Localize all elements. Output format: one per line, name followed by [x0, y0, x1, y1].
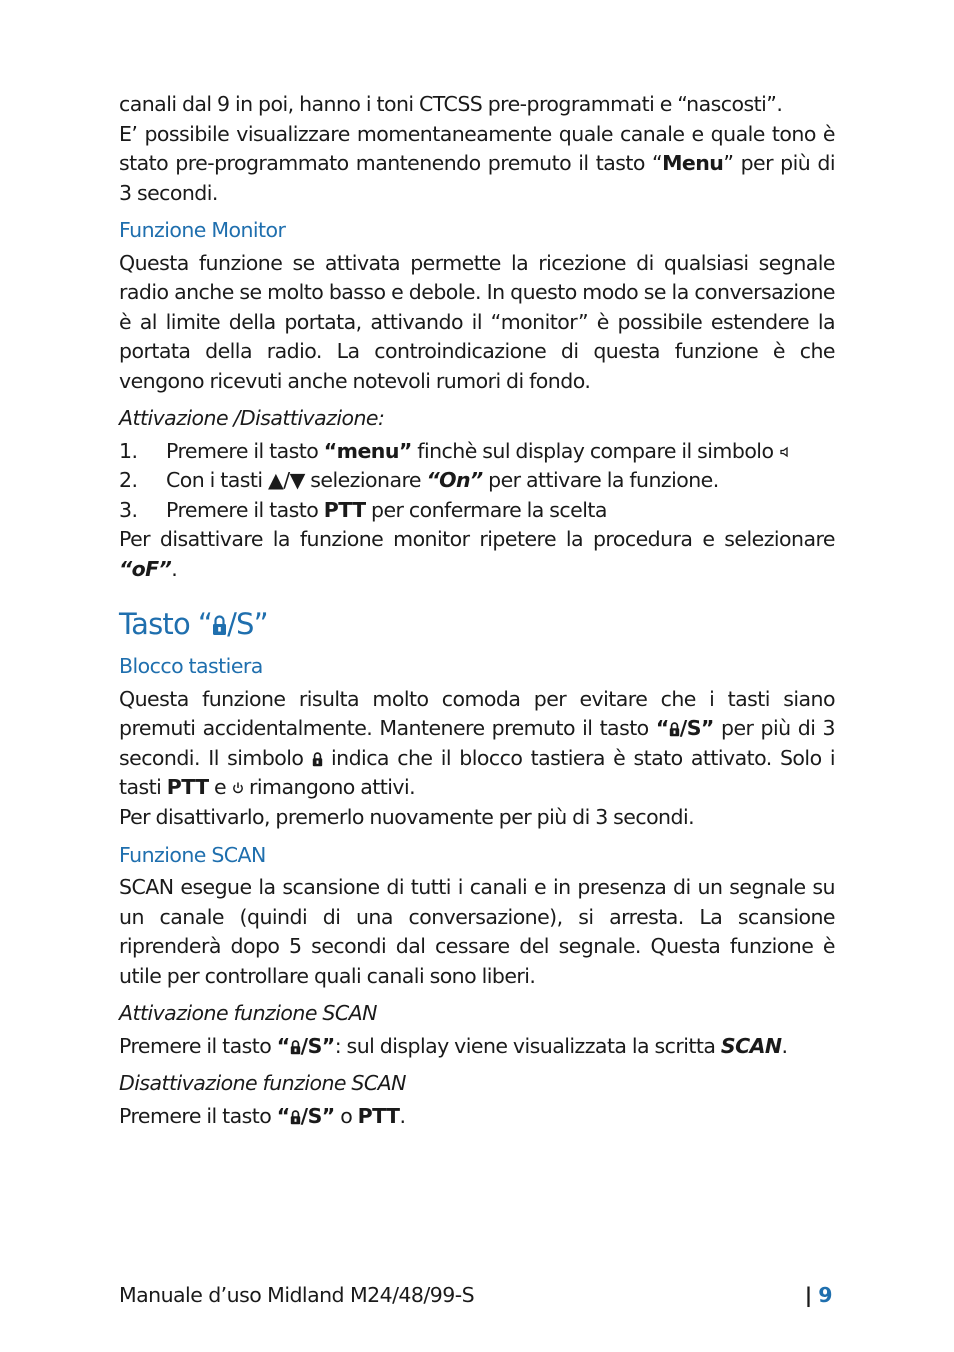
monitor-steps	[119, 437, 835, 526]
act-text-d: .	[781, 1033, 788, 1058]
menu-key-label: Menu	[662, 151, 724, 175]
scan-heading: Funzione SCAN	[119, 842, 266, 867]
section-title-tasto	[119, 604, 835, 644]
ptt-key: PTT	[166, 775, 209, 800]
step-text	[166, 437, 791, 467]
deact-text-d: .	[399, 1103, 406, 1128]
key-close: /S”	[679, 716, 714, 741]
key-close: /S”	[300, 1103, 335, 1128]
off-value: “oF”	[119, 556, 172, 581]
monitor-heading: Funzione Monitor	[119, 218, 286, 242]
blocco-heading: Blocco tastiera	[119, 654, 263, 679]
monitor-subheading: Attivazione /Disattivazione:	[119, 406, 385, 430]
scan-deactivation-text	[119, 1102, 835, 1132]
deact-text-b: o	[334, 1103, 358, 1128]
page-number-bar: |	[804, 1283, 819, 1307]
step-number: 1.	[119, 438, 138, 463]
off-text-c: .	[171, 556, 178, 581]
list-item	[119, 437, 835, 467]
blocco-text-e: rimangono attivi.	[243, 775, 416, 800]
step-text-a: Premere il tasto	[166, 497, 324, 522]
footer-manual-title: Manuale d’uso Midland M24/48/99-S	[119, 1283, 475, 1307]
step-text-a: Premere il tasto	[166, 438, 324, 463]
deact-text-a: Premere il tasto	[119, 1103, 277, 1128]
title-text-a: Tasto “	[119, 607, 213, 642]
blocco-text-c: indica che il blocco tastiera è stato attivato. Solo i tasti	[119, 745, 835, 800]
off-text-a: Per disattivare la funzione monitor ripetere la procedura e selezionare	[119, 527, 835, 552]
key-lock-s	[277, 1034, 335, 1058]
page-content	[119, 90, 835, 1131]
step-text-a: Con i tasti	[166, 468, 269, 493]
list-item	[119, 496, 835, 526]
step-text-c: per confermare la scelta	[365, 497, 607, 522]
step-key: “menu”	[323, 438, 412, 463]
step-key: PTT	[323, 497, 366, 522]
ptt-key: PTT	[357, 1103, 400, 1128]
intro-text-a: E’ possibile visualizzare momentaneamente quale canale e quale tono è stato pre-programmato mantenendo premuto il tasto “	[119, 121, 835, 175]
list-item	[119, 466, 835, 496]
act-text-a: Premere il tasto	[119, 1033, 277, 1058]
blocco-text-b: per più di 3 secondi. Il simbolo	[119, 716, 835, 770]
key-open: “	[276, 1033, 290, 1058]
step-number: 2.	[119, 468, 138, 493]
title-text-b: /S”	[227, 607, 268, 642]
lock-icon	[290, 1034, 301, 1050]
scan-body: SCAN esegue la scansione di tutti i canali e in presenza di un segnale su un canale (quindi di una conversazione), si arresta. La scansione riprenderà dopo 5 secondi dal cessare del segnale. Questa funzione è utile per controllare quali canali sono liberi.	[119, 875, 835, 988]
key-open: “	[655, 716, 669, 741]
step-text-c: selezionare	[304, 468, 427, 493]
key-lock-s	[656, 716, 714, 740]
key-open: “	[276, 1103, 290, 1128]
monitor-speaker-icon	[779, 437, 791, 467]
intro-line: canali dal 9 in poi, hanno i toni CTCSS pre-programmati e “nascosti”.	[119, 92, 783, 116]
act-text-b: : sul display viene visualizzata la scritta	[334, 1033, 721, 1058]
step-text	[166, 496, 607, 526]
step-text	[166, 466, 719, 496]
monitor-off-paragraph	[119, 525, 835, 584]
page-number-value: 9	[818, 1283, 832, 1307]
lock-icon	[669, 716, 680, 732]
blocco-off: Per disattivarlo, premerlo nuovamente per più di 3 secondi.	[119, 805, 695, 829]
page-footer	[119, 1283, 832, 1307]
page-number	[805, 1283, 832, 1307]
intro-text-c: ” per più di 3 secondi.	[119, 151, 835, 205]
step-value-on: “On”	[426, 468, 483, 493]
intro-paragraph	[119, 120, 835, 209]
step-number: 3.	[119, 497, 138, 522]
scan-word: SCAN	[720, 1033, 782, 1058]
scan-activation-text	[119, 1032, 835, 1062]
scan-activation-subheading: Attivazione funzione SCAN	[119, 1001, 377, 1025]
blocco-body	[119, 685, 835, 803]
power-icon	[232, 774, 244, 804]
up-down-arrows-icon: ▲/▼	[268, 468, 305, 493]
lock-icon	[212, 606, 227, 628]
lock-icon	[290, 1104, 301, 1120]
step-text-d: per attivare la funzione.	[482, 468, 719, 493]
blocco-text-a: Questa funzione risulta molto comoda per evitare che i tasti siano premuti accidentalmente. Mantenere premuto il tasto	[119, 686, 835, 741]
blocco-text-d: e	[208, 775, 232, 800]
lock-icon	[312, 746, 323, 762]
scan-deactivation-subheading: Disattivazione funzione SCAN	[119, 1071, 406, 1095]
key-lock-s	[277, 1104, 335, 1128]
key-close: /S”	[300, 1033, 335, 1058]
step-text-c: finchè sul display compare il simbolo	[411, 438, 779, 463]
monitor-body: Questa funzione se attivata permette la ricezione di qualsiasi segnale radio anche se molto basso e debole. In questo modo se la conversazione è al limite della portata, attivando il “monitor” è possibile estendere la portata della radio. La controindicazione di questa funzione è che vengono ricevuti anche notevoli rumori di fondo.	[119, 250, 835, 393]
